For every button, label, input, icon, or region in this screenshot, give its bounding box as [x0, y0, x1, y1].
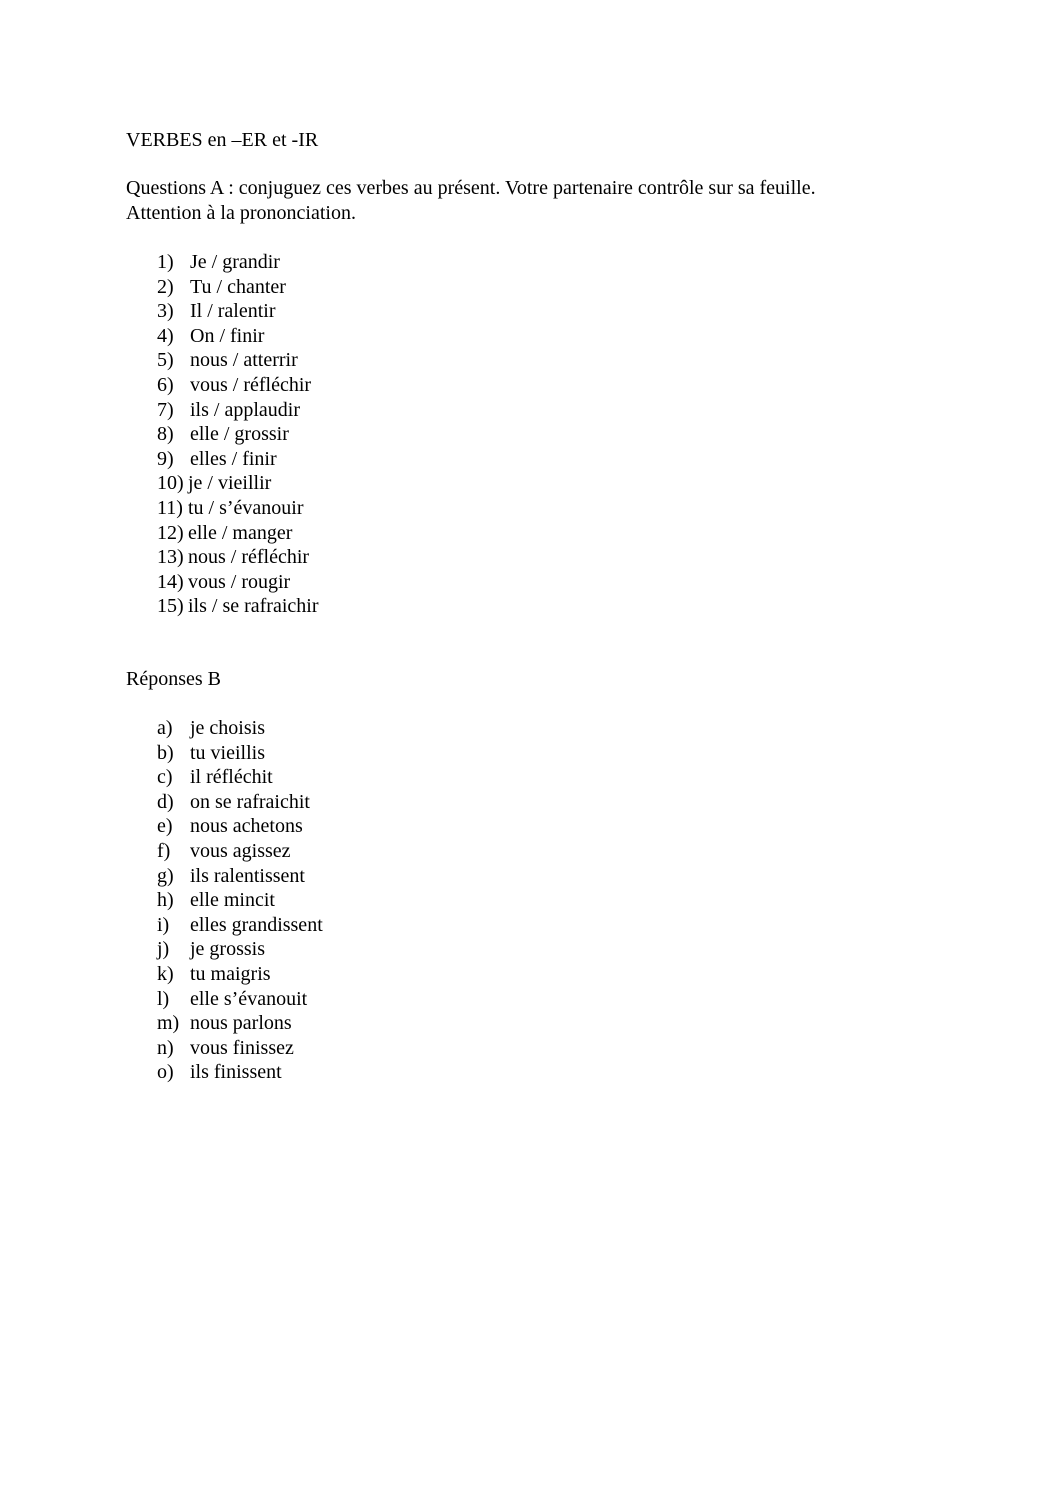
item-text: nous achetons: [190, 815, 303, 838]
list-item: [157, 1011, 323, 1036]
item-text: on se rafraichit: [190, 790, 310, 813]
list-item: [157, 348, 319, 373]
list-item: [157, 765, 323, 790]
item-text: nous / atterrir: [190, 349, 298, 372]
list-item: [157, 814, 323, 839]
item-letter: a): [157, 717, 173, 739]
item-letter: g): [157, 864, 174, 887]
item-text: je grossis: [190, 938, 265, 961]
item-number: 4): [157, 324, 174, 347]
list-item: [157, 839, 323, 864]
item-letter: o): [157, 1061, 174, 1084]
instructions-line-2: Attention à la prononciation.: [126, 202, 356, 224]
item-number: 11): [157, 496, 183, 519]
item-text: elles / finir: [190, 447, 277, 470]
list-item: [157, 741, 323, 766]
list-item: [157, 864, 323, 889]
item-number: 6): [157, 373, 174, 396]
list-item: [157, 373, 319, 398]
list-item: [157, 422, 319, 447]
item-text: ils / se rafraichir: [188, 595, 319, 618]
list-item: [157, 570, 319, 595]
item-text: Il / ralentir: [190, 300, 276, 323]
item-text: vous agissez: [190, 839, 291, 862]
list-item: [157, 398, 319, 423]
list-item: [157, 299, 319, 324]
item-text: elle / grossir: [190, 423, 289, 446]
list-item: [157, 545, 319, 570]
item-letter: k): [157, 962, 174, 985]
item-text: elle s’évanouit: [190, 987, 308, 1010]
item-text: elle mincit: [190, 889, 275, 912]
list-item: [157, 1060, 323, 1085]
item-text: je choisis: [190, 717, 265, 739]
item-text: elle / manger: [188, 521, 293, 544]
item-number: 13): [157, 546, 184, 569]
item-text: On / finir: [190, 324, 265, 347]
list-item: [157, 913, 323, 938]
item-text: nous parlons: [190, 1012, 292, 1035]
item-letter: m): [157, 1012, 180, 1035]
instructions: [126, 176, 816, 226]
item-text: Je / grandir: [190, 251, 280, 273]
list-item: [157, 496, 319, 521]
list-item: [157, 324, 319, 349]
item-text: nous / réfléchir: [188, 546, 310, 569]
item-text: ils / applaudir: [190, 398, 300, 421]
item-text: je / vieillir: [188, 472, 272, 495]
item-letter: j): [157, 938, 170, 961]
item-number: 10): [157, 472, 184, 495]
item-text: tu / s’évanouir: [188, 496, 304, 519]
item-text: tu maigris: [190, 962, 271, 985]
item-letter: h): [157, 889, 174, 912]
list-item: [157, 962, 323, 987]
item-text: vous finissez: [190, 1036, 294, 1059]
list-item: [157, 937, 323, 962]
item-letter: d): [157, 790, 174, 813]
item-number: 15): [157, 595, 184, 618]
item-letter: e): [157, 815, 173, 838]
answers-list: [157, 716, 323, 1085]
item-letter: l): [157, 987, 170, 1010]
list-item: [157, 594, 319, 619]
item-text: ils finissent: [190, 1061, 282, 1084]
list-item: [157, 888, 323, 913]
item-number: 7): [157, 398, 174, 421]
item-letter: i): [157, 913, 170, 936]
item-number: 5): [157, 349, 174, 372]
item-letter: c): [157, 766, 173, 789]
questions-list: [157, 250, 319, 619]
item-number: 2): [157, 275, 174, 298]
item-text: ils ralentissent: [190, 864, 305, 887]
item-number: 1): [157, 251, 174, 273]
list-item: [157, 716, 323, 741]
list-item: [157, 987, 323, 1012]
item-number: 3): [157, 300, 174, 323]
item-number: 12): [157, 521, 184, 544]
item-text: vous / réfléchir: [190, 373, 312, 396]
item-text: elles grandissent: [190, 913, 323, 936]
page-title: VERBES en –ER et -IR: [126, 129, 319, 151]
item-text: vous / rougir: [188, 570, 291, 593]
list-item: [157, 250, 319, 275]
list-item: [157, 790, 323, 815]
instructions-line-1: Questions A : conjuguez ces verbes au présent. Votre partenaire contrôle sur sa feuille.: [126, 177, 816, 199]
item-text: Tu / chanter: [190, 275, 286, 298]
item-letter: f): [157, 839, 171, 862]
list-item: [157, 1036, 323, 1061]
list-item: [157, 275, 319, 300]
list-item: [157, 447, 319, 472]
item-text: tu vieillis: [190, 741, 265, 764]
item-letter: n): [157, 1036, 174, 1059]
item-number: 8): [157, 423, 174, 446]
item-letter: b): [157, 741, 174, 764]
answers-title: Réponses B: [126, 668, 221, 690]
list-item: [157, 521, 319, 546]
list-item: [157, 471, 319, 496]
item-number: 9): [157, 447, 174, 470]
item-text: il réfléchit: [190, 766, 273, 789]
item-number: 14): [157, 570, 184, 593]
